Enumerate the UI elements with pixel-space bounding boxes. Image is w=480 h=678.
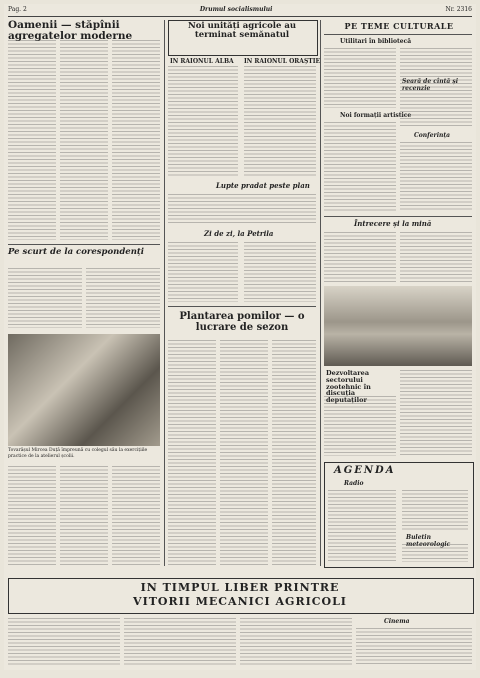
photo-caption: Tovarășul Mircea Duță împreună cu colegul său la exercițiile practice de la atelierul școlii. <box>8 448 148 459</box>
bottom-banner-column-3 <box>240 618 352 666</box>
art9-column-2 <box>400 370 472 456</box>
rule-4 <box>324 216 472 217</box>
art1-column-3 <box>112 40 160 240</box>
art2-column-2 <box>86 268 160 328</box>
page-number: Pag. 2 <box>8 6 27 13</box>
art8-column-1 <box>324 232 396 282</box>
headline-plantarea: Plantarea pomilor — o lucrare de sezon <box>179 311 305 333</box>
headline-lupte: Lupte pradat peste plan <box>216 181 310 190</box>
sub-formatii: Noi formații artistice <box>340 112 412 119</box>
headline-zootehnic: Dezvoltarea sectorului zootehnic în discuția deputaților <box>326 369 371 405</box>
sub-conferinta: Conferința <box>414 132 450 139</box>
art3-column-1 <box>168 66 238 176</box>
art7-column-2 <box>324 122 396 212</box>
agenda-meteo: Buletin meteorologic <box>406 534 451 548</box>
bottom-column-3 <box>112 466 160 566</box>
art9-column-1 <box>324 396 396 456</box>
sub-raionul-alba: IN RAIONUL ALBA <box>170 58 234 65</box>
art7-column-3 <box>400 48 472 128</box>
art6-column-1 <box>168 340 216 566</box>
sub-utilitari: Utilitari în bibliotecă <box>340 38 412 45</box>
rule-1 <box>8 244 160 245</box>
banner-line-1: IN TIMPUL LIBER PRINTRE <box>140 581 340 594</box>
column-divider-1 <box>164 20 165 566</box>
art3-column-2 <box>244 66 316 176</box>
bottom-column-1 <box>8 466 56 566</box>
art1-column-2 <box>60 40 108 240</box>
headline-petrila: Zi de zi, la Petrila <box>204 229 274 238</box>
rule-2 <box>168 306 316 307</box>
sub-raionul-orastie: IN RAIONUL ORAȘTIE <box>244 58 321 65</box>
bottom-banner-column-2 <box>124 618 236 666</box>
art6-column-3 <box>272 340 316 566</box>
banner-line-2: VITORII MECANICI AGRICOLI <box>133 595 347 608</box>
headline-oamenii: Oamenii — stăpînii agregatelor moderne <box>8 19 133 43</box>
headline-semanat: Noi unități agricole au terminat semănatul <box>187 21 297 40</box>
agenda-cinema: Cinema <box>384 618 410 625</box>
art2-column-1 <box>8 268 82 328</box>
agenda-meteo-text <box>402 544 468 562</box>
bottom-banner-column-1 <box>8 618 120 666</box>
art6-column-2 <box>220 340 268 566</box>
agenda-radio-listing <box>328 490 396 562</box>
art7-column-4 <box>400 142 472 212</box>
agenda-radio: Radio <box>344 480 364 487</box>
sub-seara: Seară de cîntă și recenzie <box>402 78 458 92</box>
page-header <box>8 6 472 17</box>
art5-column-1 <box>168 242 238 302</box>
newspaper-page <box>4 4 476 670</box>
column-divider-2 <box>320 20 321 566</box>
rule-3 <box>324 34 472 35</box>
masthead: Drumul socialismului <box>199 6 273 13</box>
art1-column-1 <box>8 40 56 240</box>
art5-column-2 <box>244 242 316 302</box>
art8-column-2 <box>400 232 472 282</box>
issue-number: Nr. 2316 <box>445 6 472 13</box>
headline-pe-scurt: Pe scurt de la corespondenți <box>8 247 145 257</box>
headline-intrecere: Întrecere și la mină <box>354 219 432 228</box>
art4-column <box>168 194 316 224</box>
art7-column-1 <box>324 48 396 108</box>
photo-farm-buildings <box>324 286 472 366</box>
photo-students-workshop <box>8 334 160 446</box>
bottom-banner-column-4 <box>356 628 472 666</box>
bottom-column-2 <box>60 466 108 566</box>
agenda-radio-listing-2 <box>402 490 468 530</box>
agenda-title: AGENDA <box>334 465 396 476</box>
headline-teme-culturale: PE TEME CULTURALE <box>344 21 454 31</box>
